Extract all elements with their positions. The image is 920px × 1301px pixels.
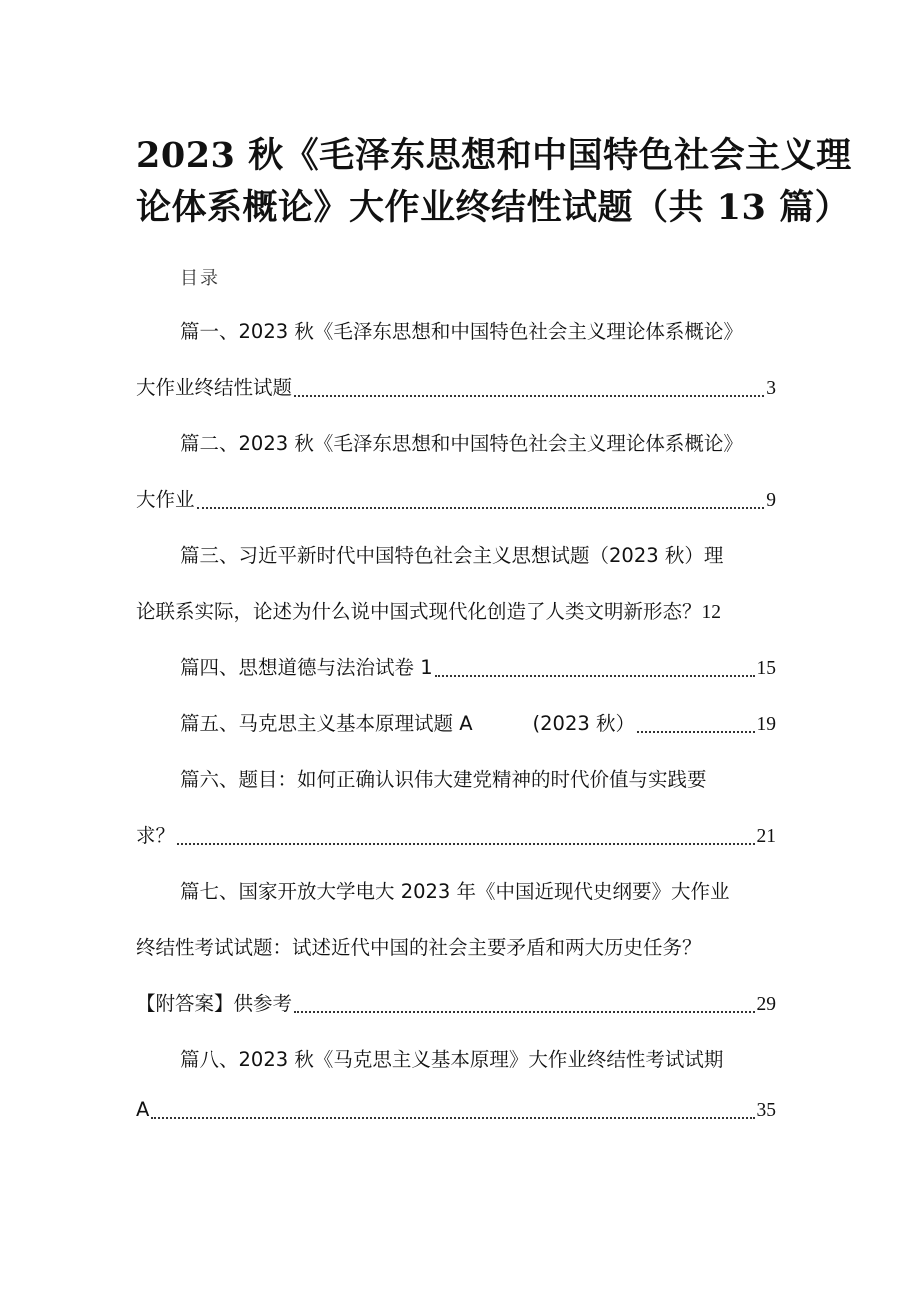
- toc-entry-7-line-3[interactable]: [136, 990, 776, 1019]
- dot-leader: [294, 395, 764, 397]
- toc-entry-2-line-2[interactable]: [136, 486, 776, 515]
- toc-heading: 目录: [180, 268, 220, 289]
- dot-leader: [177, 843, 754, 845]
- toc-entry-text: 大作业终结性试题: [136, 376, 293, 399]
- dot-leader: [637, 731, 755, 733]
- toc-entry-6-line-2[interactable]: [136, 822, 776, 851]
- title-line-2: 论体系概论》大作业终结性试题（共 13 篇）: [136, 187, 851, 228]
- title-line-1: 2023 秋《毛泽东思想和中国特色社会主义理: [136, 135, 852, 176]
- toc-page-number: 35: [756, 1100, 776, 1121]
- toc-entry-3-line-2[interactable]: [136, 598, 776, 627]
- toc-entry-text: 论联系实际，论述为什么说中国式现代化创造了人类文明新形态？: [136, 600, 702, 623]
- dot-leader: [294, 1011, 754, 1013]
- toc-entry-5[interactable]: [180, 710, 776, 739]
- toc-entry-6-line-1[interactable]: 篇六、题目：如何正确认识伟大建党精神的时代价值与实践要: [180, 768, 707, 791]
- toc-page-number: 3: [766, 378, 776, 399]
- toc-page-number: 21: [756, 826, 776, 847]
- toc-page-number: 29: [756, 994, 776, 1015]
- toc-entry-7-line-2[interactable]: 终结性考试试题：试述近代中国的社会主要矛盾和两大历史任务？: [136, 936, 702, 959]
- toc-entry-3-line-1[interactable]: 篇三、习近平新时代中国特色社会主义思想试题（2023 秋）理: [180, 544, 724, 567]
- toc-entry-1-line-1[interactable]: 篇一、2023 秋《毛泽东思想和中国特色社会主义理论体系概论》: [180, 320, 743, 343]
- toc-entry-text: 求？: [136, 824, 176, 847]
- toc-entry-8-line-1[interactable]: 篇八、2023 秋《马克思主义基本原理》大作业终结性考试试期: [180, 1048, 724, 1071]
- toc-entry-text-suffix: (2023 秋）: [532, 712, 635, 735]
- toc-entry-text: 篇五、马克思主义基本原理试题 A: [180, 712, 473, 735]
- toc-entry-7-line-1[interactable]: 篇七、国家开放大学电大 2023 年《中国近现代史纲要》大作业: [180, 880, 730, 903]
- toc-entry-2-line-1[interactable]: 篇二、2023 秋《毛泽东思想和中国特色社会主义理论体系概论》: [180, 432, 743, 455]
- toc-page-number: 15: [756, 658, 776, 679]
- toc-page-number: 9: [766, 490, 776, 511]
- toc-entry-8-line-2[interactable]: [136, 1096, 776, 1125]
- dot-leader: [435, 675, 755, 677]
- document-title: [136, 130, 852, 234]
- toc-page-number: 12: [701, 602, 722, 623]
- dot-leader: [151, 1117, 754, 1119]
- toc-entry-text: 【附答案】供参考: [136, 992, 293, 1015]
- toc-entry-text: 篇四、思想道德与法治试卷 1: [180, 656, 433, 679]
- toc-entry-1-line-2[interactable]: [136, 374, 776, 403]
- toc-page-number: 19: [756, 714, 776, 735]
- toc-entry-4[interactable]: [180, 654, 776, 683]
- dot-leader: [197, 507, 765, 509]
- toc-entry-text: A: [136, 1098, 150, 1121]
- toc-entry-text: 大作业: [136, 488, 195, 511]
